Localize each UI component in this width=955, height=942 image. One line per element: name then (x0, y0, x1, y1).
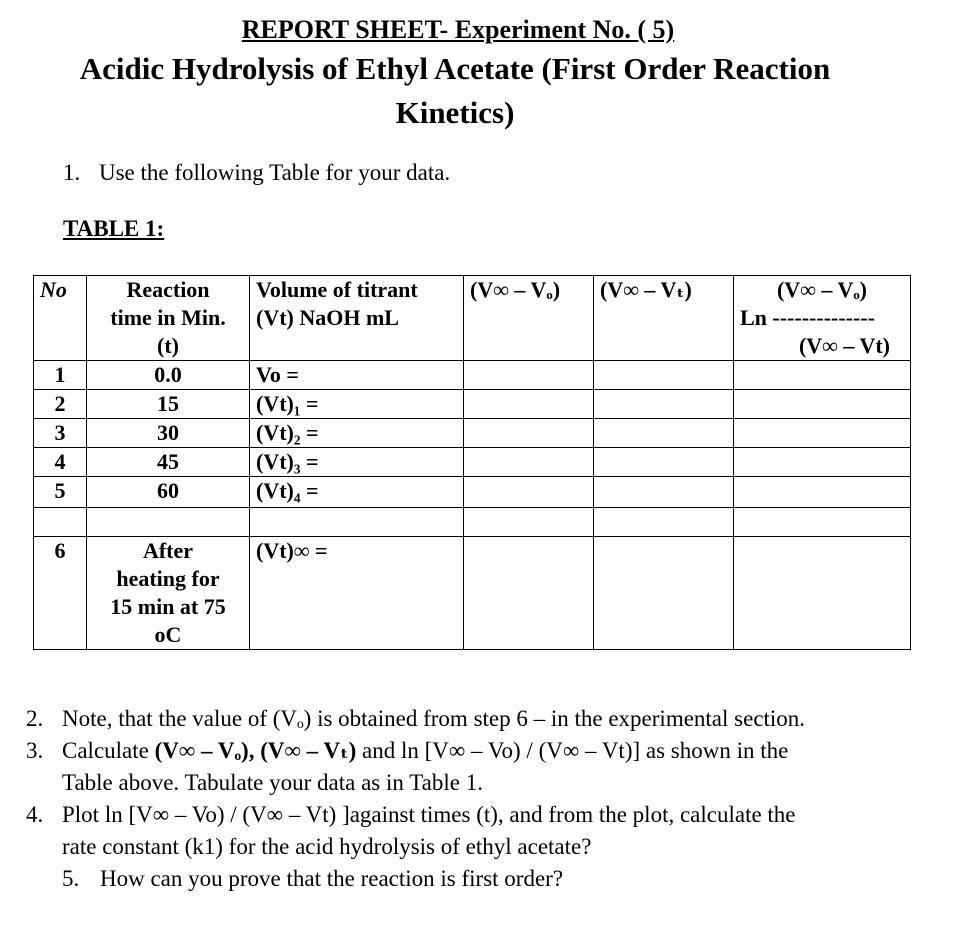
cell-volume: (Vt)₁ = (250, 390, 464, 419)
question-text-bold: (V∞ – Vₒ), (154, 738, 255, 763)
cell-time-line: oC (154, 622, 182, 647)
cell-empty[interactable] (734, 390, 911, 419)
question-5 (26, 863, 926, 895)
cell-empty[interactable] (734, 537, 911, 650)
cell-empty[interactable] (734, 419, 911, 448)
question-number: 2. (26, 706, 44, 731)
question-2 (26, 703, 926, 735)
cell-empty[interactable] (464, 361, 594, 390)
cell-empty[interactable] (594, 419, 734, 448)
header-v-inf-minus-vo: (V∞ – Vₒ) (464, 276, 594, 361)
cell-volume: (Vt)₂ = (250, 419, 464, 448)
cell-time (87, 537, 250, 650)
cell-empty[interactable] (464, 537, 594, 650)
cell-volume: (Vt)₃ = (250, 448, 464, 477)
question-number: 4. (26, 802, 44, 827)
instruction-1-number: 1. (63, 160, 81, 185)
table-row (34, 537, 911, 650)
cell-empty[interactable] (734, 477, 911, 508)
cell-no: 2 (34, 390, 87, 419)
question-text-part: and ln [V∞ – Vo) / (V∞ – Vt)] as shown in the (356, 738, 789, 763)
cell-empty (34, 508, 87, 537)
header-volume (250, 276, 464, 361)
cell-time: 60 (87, 477, 250, 508)
cell-empty[interactable] (464, 419, 594, 448)
instruction-1-text: Use the following Table for your data. (99, 160, 451, 185)
cell-empty (250, 508, 464, 537)
cell-empty[interactable] (594, 477, 734, 508)
cell-empty[interactable] (464, 390, 594, 419)
cell-empty[interactable] (594, 390, 734, 419)
question-text-part: Calculate (62, 738, 155, 763)
cell-empty[interactable] (734, 361, 911, 390)
question-number: 3. (26, 738, 44, 763)
cell-volume: (Vt)₄ = (250, 477, 464, 508)
table-label: TABLE 1: (63, 216, 165, 241)
cell-no: 1 (34, 361, 87, 390)
cell-volume: Vo = (250, 361, 464, 390)
question-text: rate constant (k1) for the acid hydrolysis of ethyl acetate? (62, 834, 592, 859)
table-row (34, 361, 911, 390)
cell-empty[interactable] (594, 448, 734, 477)
experiment-title-line1: Acidic Hydrolysis of Ethyl Acetate (First Order Reaction (79, 51, 831, 86)
cell-no: 6 (34, 537, 87, 650)
cell-no: 4 (34, 448, 87, 477)
table-row (34, 448, 911, 477)
header-no: No (34, 276, 87, 361)
cell-empty[interactable] (464, 448, 594, 477)
header-volume-line: Volume of titrant (256, 277, 418, 302)
data-table (33, 275, 911, 650)
cell-no: 5 (34, 477, 87, 508)
header-volume-line: (Vt) NaOH mL (256, 305, 399, 330)
cell-time: 30 (87, 419, 250, 448)
question-number: 5. (62, 866, 80, 891)
cell-no: 3 (34, 419, 87, 448)
cell-empty[interactable] (594, 361, 734, 390)
table-row (34, 390, 911, 419)
cell-empty (464, 508, 594, 537)
header-reaction-time-line: time in Min. (110, 305, 226, 330)
header-ln-denominator: (V∞ – Vt) (798, 333, 890, 358)
question-text: Note, that the value of (Vₒ) is obtained from step 6 – in the experimental section. (62, 706, 806, 731)
header-ln-numerator: (V∞ – Vₒ) (776, 277, 868, 302)
question-text (62, 735, 926, 767)
header-v-inf-minus-vt: (V∞ – Vₜ) (594, 276, 734, 361)
cell-empty[interactable] (464, 477, 594, 508)
cell-time: 15 (87, 390, 250, 419)
question-4 (26, 799, 926, 863)
cell-empty[interactable] (734, 448, 911, 477)
table-header-row (34, 276, 911, 361)
table-row-spacer (34, 508, 911, 537)
cell-empty (734, 508, 911, 537)
header-ln-fraction-bar: Ln -------------- (740, 305, 875, 330)
instruction-1 (63, 160, 450, 186)
cell-time: 0.0 (87, 361, 250, 390)
table-row (34, 419, 911, 448)
question-list (26, 703, 926, 895)
question-text-bold: (V∞ – Vₜ) (260, 738, 357, 763)
question-text: Table above. Tabulate your data as in Table 1. (62, 770, 483, 795)
cell-empty (87, 508, 250, 537)
experiment-title-line2: Kinetics) (395, 95, 515, 130)
question-3 (26, 735, 926, 799)
header-reaction-time-line: (t) (157, 333, 179, 358)
header-reaction-time-line: Reaction (126, 277, 210, 302)
cell-time-line: After (142, 538, 194, 563)
report-title: REPORT SHEET- Experiment No. ( 5) (241, 15, 675, 44)
table-row (34, 477, 911, 508)
header-ln-ratio (734, 276, 911, 361)
cell-volume: (Vt)∞ = (250, 537, 464, 650)
header-reaction-time (87, 276, 250, 361)
cell-empty[interactable] (594, 537, 734, 650)
cell-time-line: heating for (116, 566, 220, 591)
question-text: Plot ln [V∞ – Vo) / (V∞ – Vt) ]against times (t), and from the plot, calculate the (62, 802, 796, 827)
question-text: How can you prove that the reaction is first order? (100, 866, 564, 891)
cell-time-line: 15 min at 75 (110, 594, 226, 619)
experiment-title (0, 47, 910, 135)
cell-time: 45 (87, 448, 250, 477)
cell-empty (594, 508, 734, 537)
